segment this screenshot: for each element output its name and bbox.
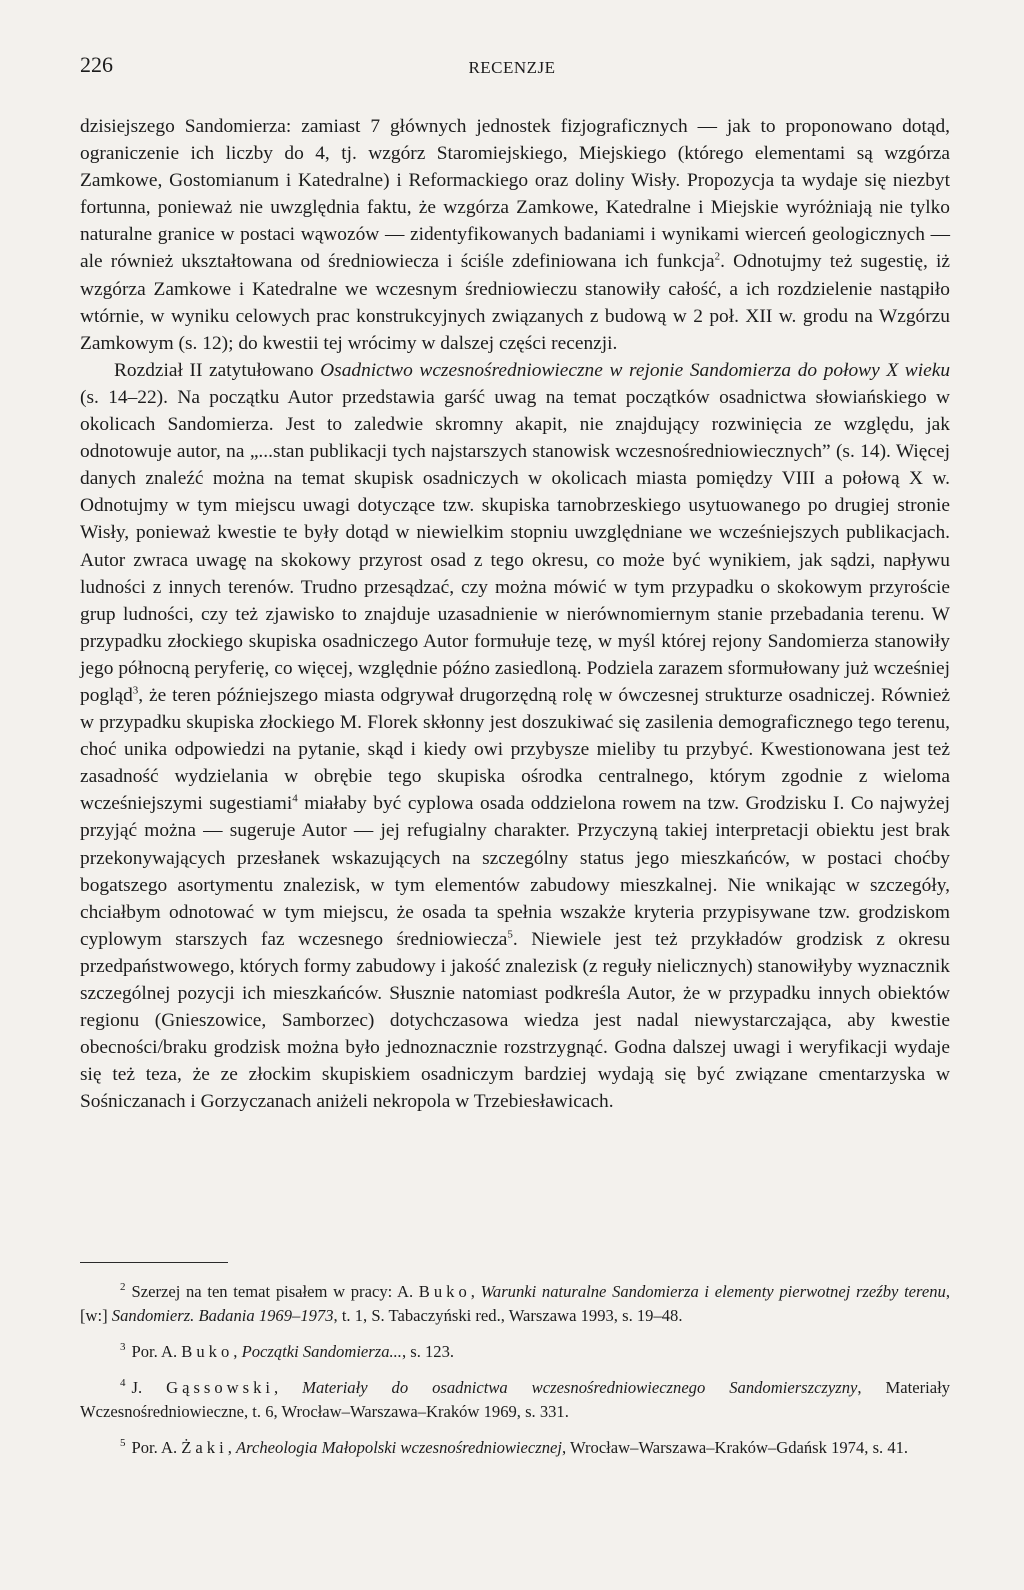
footnote-3: [80, 1340, 950, 1364]
footnote-text: , s. 123.: [401, 1342, 455, 1361]
footnote-text: ,: [227, 1438, 237, 1457]
footnote-author: Żaki: [181, 1438, 228, 1457]
footnote-author: Buko: [181, 1342, 234, 1361]
page-number: 226: [80, 52, 113, 77]
footnote-number: 2: [120, 1281, 126, 1294]
footnote-text: Por. A.: [131, 1438, 182, 1457]
paragraph-2-text-a: Rozdział II zatytułowano: [114, 359, 321, 381]
footnote-text: ,: [274, 1378, 303, 1397]
footnote-ref-5: 5: [507, 928, 513, 941]
chapter-title: Osadnictwo wczesnośredniowieczne w rejonie Sandomierza do połowy X wieku: [320, 359, 951, 381]
footnote-ref-2: 2: [714, 251, 721, 263]
footnote-5: [80, 1436, 950, 1460]
footnote-text: J.: [131, 1378, 167, 1397]
footnotes: [80, 1280, 950, 1472]
footnote-text: Por. A.: [131, 1342, 182, 1361]
footnote-ref-4: 4: [292, 792, 298, 805]
main-text: [80, 113, 950, 1115]
footnote-text: ,: [470, 1282, 481, 1301]
footnote-ref-3: 3: [132, 684, 139, 697]
paragraph-2-text-e: . Niewiele jest też przykładów grodzisk z okresu przedpaństwowego, których formy zabudowy i jakość znalezisk (z reguły nielicznych) stanowiłyby wyznacznik szczególnej pozycji ich mieszkańców. Słusznie natomiast podkreśla Autor, że w przypadku innych obiektów regionu (Gnieszowice, Samborzec) dotychczasowa wiedza jest nadal niewystarczająca, aby kwestie obecności/braku grodzisk można było jednoznacznie rozstrzygnąć. Godna dalszej uwagi i weryfikacji wydaje się też teza, że ze złockim skupiskiem osadniczym bardziej wydają się być związane cmentarzyska w Sośniczanach i Gorzyczanach aniżeli nekropola w Trzebiesławicach.: [80, 928, 951, 1113]
footnote-text: , Materiały Wczesnośredniowieczne, t. 6, Wrocław–Warszawa–Kraków 1969, s. 331.: [80, 1378, 950, 1421]
footnote-text: ,: [233, 1342, 242, 1361]
paragraph-2-text-d: miałaby być cyplowa osada oddzielona rowem na tzw. Grodzisku I. Co najwyżej przyjąć można — sugeruje Autor — jej refugialny charakter. Przyczyną takiej interpretacji obiektu jest brak przekonywających przesłanek wskazujących na szczególny status jego mieszkańców, w postaci choćby bogatszego asortymentu znalezisk, w tym elementów zabudowy mieszkalnej. Nie wnikając w szczegóły, chciałbym odnotować w tym miejscu, że osada ta spełnia wszakże kryteria przypisywane tzw. grodziskom cyplowym starszych faz wczesnego średniowiecza: [80, 793, 950, 950]
footnote-title: Warunki naturalne Sandomierza i elementy pierwotnej rzeźby terenu: [480, 1282, 946, 1301]
footnote-2: [80, 1280, 950, 1328]
paragraph-1: [80, 113, 950, 357]
paragraph-2-text-b: (s. 14–22). Na początku Autor przedstawia garść uwag na temat początków osadnictwa słowiańskiego w okolicach Sandomierza. Jest to zaledwie skromny akapit, nie znajdujący rozwinięcia ze względu, jak odnotowuje autor, na „...stan publikacji tych najstarszych stanowisk wczesnośredniowiecznych” (s. 14). Więcej danych znaleźć można na temat skupisk osadniczych w okolicach miasta pomiędzy VIII a połową X w. Odnotujmy w tym miejscu uwagi dotyczące tzw. skupiska tarnobrzeskiego usytuowanego po drugiej stronie Wisły, ponieważ kwestie te były dotąd w niewielkim stopniu uwzględniane we wcześniejszych publikacjach. Autor zwraca uwagę na skokowy przyrost osad z tego okresu, co może być wynikiem, jak sądzi, napływu ludności z innych terenów. Trudno przesądzać, czy można mówić w tym przypadku o skokowym przyroście grup ludności, czy też zjawisko to znajduje uzasadnienie w nierównomiernym stanie przebadania terenu. W przypadku złockiego skupiska osadniczego Autor formułuje tezę, w myśl której rejony Sandomierza stanowiły jego północną peryferię, co więcej, względnie późno zasiedloną. Podziela zarazem sformułowany już wcześniej pogląd: [80, 386, 950, 706]
running-title: RECENZJE: [468, 58, 556, 77]
footnote-author: Gąssowski: [166, 1378, 275, 1397]
footnote-author: Buko: [418, 1282, 471, 1301]
footnote-4: [80, 1376, 950, 1424]
paragraph-1-text-b: . Odnotujmy też sugestię, iż wzgórza Zamkowe i Katedralne we wczesnym średniowieczu stanowiły całość, a ich rozdzielenie nastąpiło wtórnie, w wyniku celowych prac konstrukcyjnych związanych z budową w 2 poł. XII w. grodu na Wzgórzu Zamkowym (s. 12); do kwestii tej wrócimy w dalszej części recenzji.: [80, 251, 950, 354]
footnote-title: Sandomierz. Badania 1969–1973: [111, 1306, 334, 1325]
footnote-text: , [w:]: [80, 1282, 951, 1325]
footnote-text: , Wrocław–Warszawa–Kraków–Gdańsk 1974, s. 41.: [562, 1438, 909, 1457]
footnote-text: Szerzej na ten temat pisałem w pracy: A.: [131, 1282, 419, 1301]
paragraph-2-text-c: , że teren późniejszego miasta odgrywał drugorzędną rolę w ówczesnej strukturze osadniczej. Również w przypadku skupiska złockiego M. Florek skłonny jest doszukiwać się zasilenia demograficznego tego terenu, choć unika odpowiedzi na pytanie, skąd i kiedy owi przybysze mieliby tu przybyć. Kwestionowana jest też zasadność wydzielania w obrębie tego skupiska ośrodka centralnego, którym zgodnie z wieloma wcześniejszymi sugestiami: [80, 684, 950, 815]
footnote-title: Początki Sandomierza...: [241, 1342, 402, 1361]
paragraph-2: [80, 357, 950, 1116]
footnote-number: 4: [120, 1377, 126, 1390]
footnote-title: Archeologia Małopolski wczesnośredniowiecznej: [236, 1438, 562, 1457]
footnote-number: 5: [120, 1437, 126, 1450]
footnote-title: Materiały do osadnictwa wczesnośredniowiecznego Sandomierszczyzny: [302, 1378, 858, 1397]
footnote-number: 3: [120, 1341, 126, 1354]
footnote-divider: [80, 1262, 228, 1263]
footnote-text: , t. 1, S. Tabaczyński red., Warszawa 1993, s. 19–48.: [333, 1306, 683, 1325]
paragraph-1-text-a: dzisiejszego Sandomierza: zamiast 7 głównych jednostek fizjograficznych — jak to proponowano dotąd, ograniczenie ich liczby do 4, tj. wzgórz Staromiejskiego, Miejskiego (którego elementami są wzgórza Zamkowe, Gostomianum i Katedralne) i Reformackiego oraz doliny Wisły. Propozycja ta wydaje się niezbyt fortunna, ponieważ nie uwzględnia faktu, że wzgórza Zamkowe, Katedralne i Miejskie wyróżniają nie tylko naturalne granice w postaci wąwozów — zidentyfikowanych badaniami i wynikami wierceń geologicznych — ale również ukształtowana od średniowiecza i ściśle zdefiniowana ich funkcja: [80, 116, 950, 273]
